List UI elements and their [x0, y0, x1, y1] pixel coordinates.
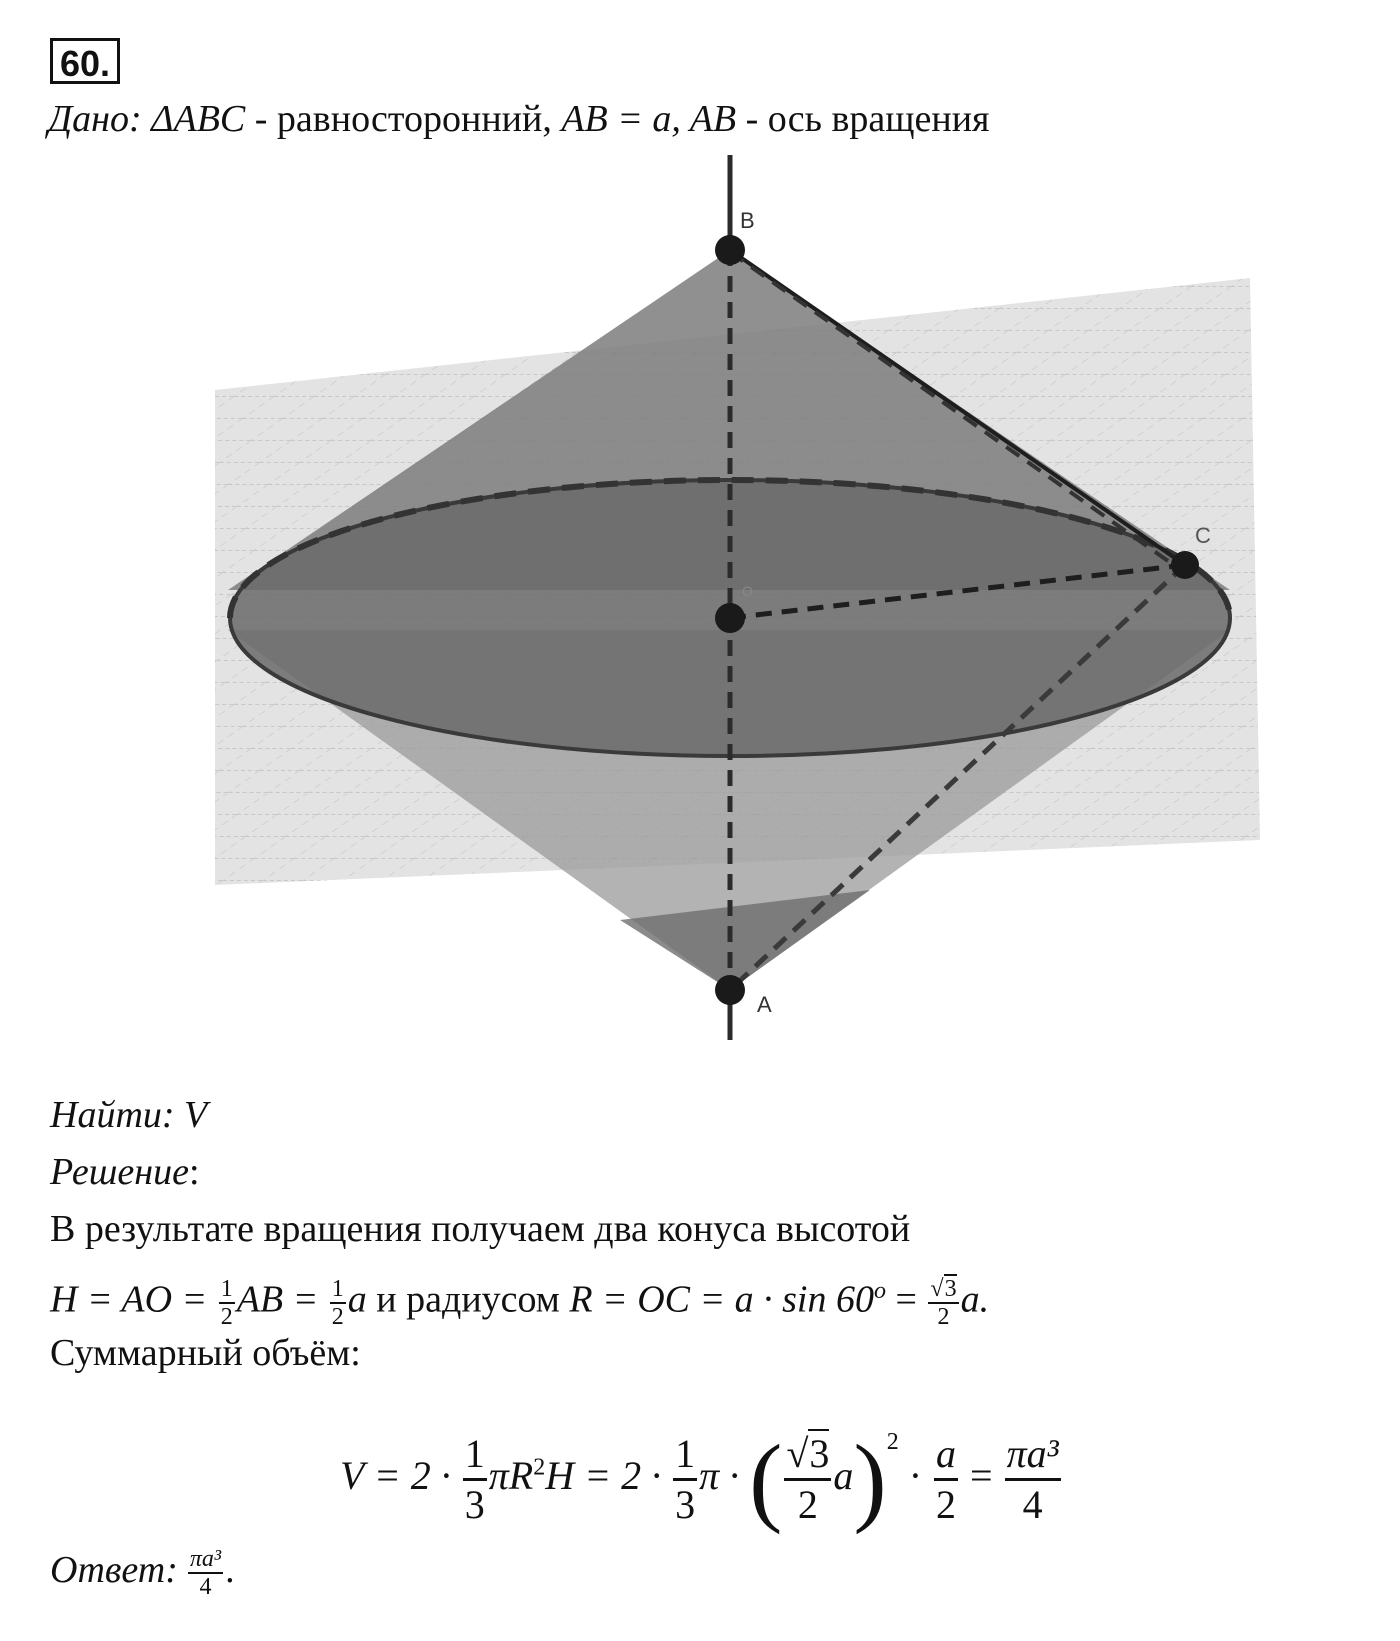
fraction-a-over-2: $\frac{a}{2}$	[936, 1431, 957, 1528]
volume-formula	[340, 1392, 1063, 1535]
answer-fraction: $\frac{\text{πa³}}{4}$	[189, 1546, 222, 1601]
solution-line-1: В результате вращения получаем два конуса высотой	[50, 1208, 911, 1250]
formula-square-1: 2	[533, 1454, 546, 1481]
point-a	[715, 975, 745, 1005]
fraction-sqrt3-over-2: $\frac{√3}{2}$	[930, 1275, 957, 1330]
formula-part-4: π ·	[699, 1453, 750, 1498]
formula-part-5: ·	[898, 1453, 933, 1498]
solution-heading	[50, 1149, 200, 1195]
given-triangle: : ΔABC	[129, 98, 246, 140]
answer-dot: .	[225, 1549, 235, 1591]
label-c: C	[1195, 523, 1211, 548]
given-side: AB = a, AB	[561, 98, 737, 140]
label-b: B	[740, 208, 755, 233]
height-a: a	[347, 1278, 367, 1321]
answer-label: Ответ:	[50, 1549, 178, 1591]
fraction-half-2: $\frac{1}{2}$	[331, 1275, 344, 1330]
formula-inner-a: a	[833, 1453, 854, 1498]
given-line	[48, 96, 990, 142]
radius-text: и радиусом	[366, 1278, 570, 1321]
fraction-third-2: $\frac{1}{3}$	[675, 1431, 696, 1528]
find-value: : V	[161, 1094, 208, 1136]
formula-part-2: πR	[488, 1453, 534, 1498]
formula-left-paren: (	[749, 1423, 783, 1535]
radius-a: a.	[960, 1278, 990, 1321]
find-label: Найти	[50, 1094, 162, 1136]
given-equilateral: - равносторонний,	[245, 98, 562, 140]
point-c	[1171, 551, 1199, 579]
solution-line-2	[50, 1268, 989, 1330]
cone-figure	[0, 140, 1400, 1040]
height-expr: H = AO =	[50, 1278, 217, 1321]
label-o: O	[742, 583, 753, 599]
ab-expr: AB =	[236, 1278, 328, 1321]
given-label: Дано	[48, 98, 130, 140]
formula-part-1: V = 2 ·	[340, 1453, 461, 1498]
radius-eq: =	[885, 1278, 927, 1321]
given-axis: - ось вращения	[736, 98, 990, 140]
label-a: A	[757, 992, 772, 1017]
radius-expr: R = OC = a · sin 60	[569, 1278, 874, 1321]
fraction-third-1: $\frac{1}{3}$	[464, 1431, 485, 1528]
fraction-result: $\frac{\text{πa³}}{4}$	[1006, 1431, 1059, 1528]
formula-right-paren: )	[853, 1423, 887, 1535]
find-line	[50, 1092, 207, 1138]
fraction-half-1: $\frac{1}{2}$	[220, 1275, 233, 1330]
solution-label: Решение	[50, 1151, 189, 1193]
answer-line	[50, 1530, 235, 1620]
degree-mark: o	[873, 1278, 886, 1304]
formula-square-2: 2	[886, 1429, 899, 1455]
problem-number: 60.	[50, 38, 120, 84]
fraction-inner-sqrt3: $\frac{√3}{2}$	[786, 1431, 830, 1528]
point-o	[715, 603, 745, 633]
solution-line-3: Суммарный объём:	[50, 1332, 361, 1374]
formula-part-3: H = 2 ·	[545, 1453, 672, 1498]
point-b	[715, 235, 745, 265]
formula-part-6: =	[960, 1453, 1003, 1498]
solution-colon: :	[188, 1151, 200, 1193]
